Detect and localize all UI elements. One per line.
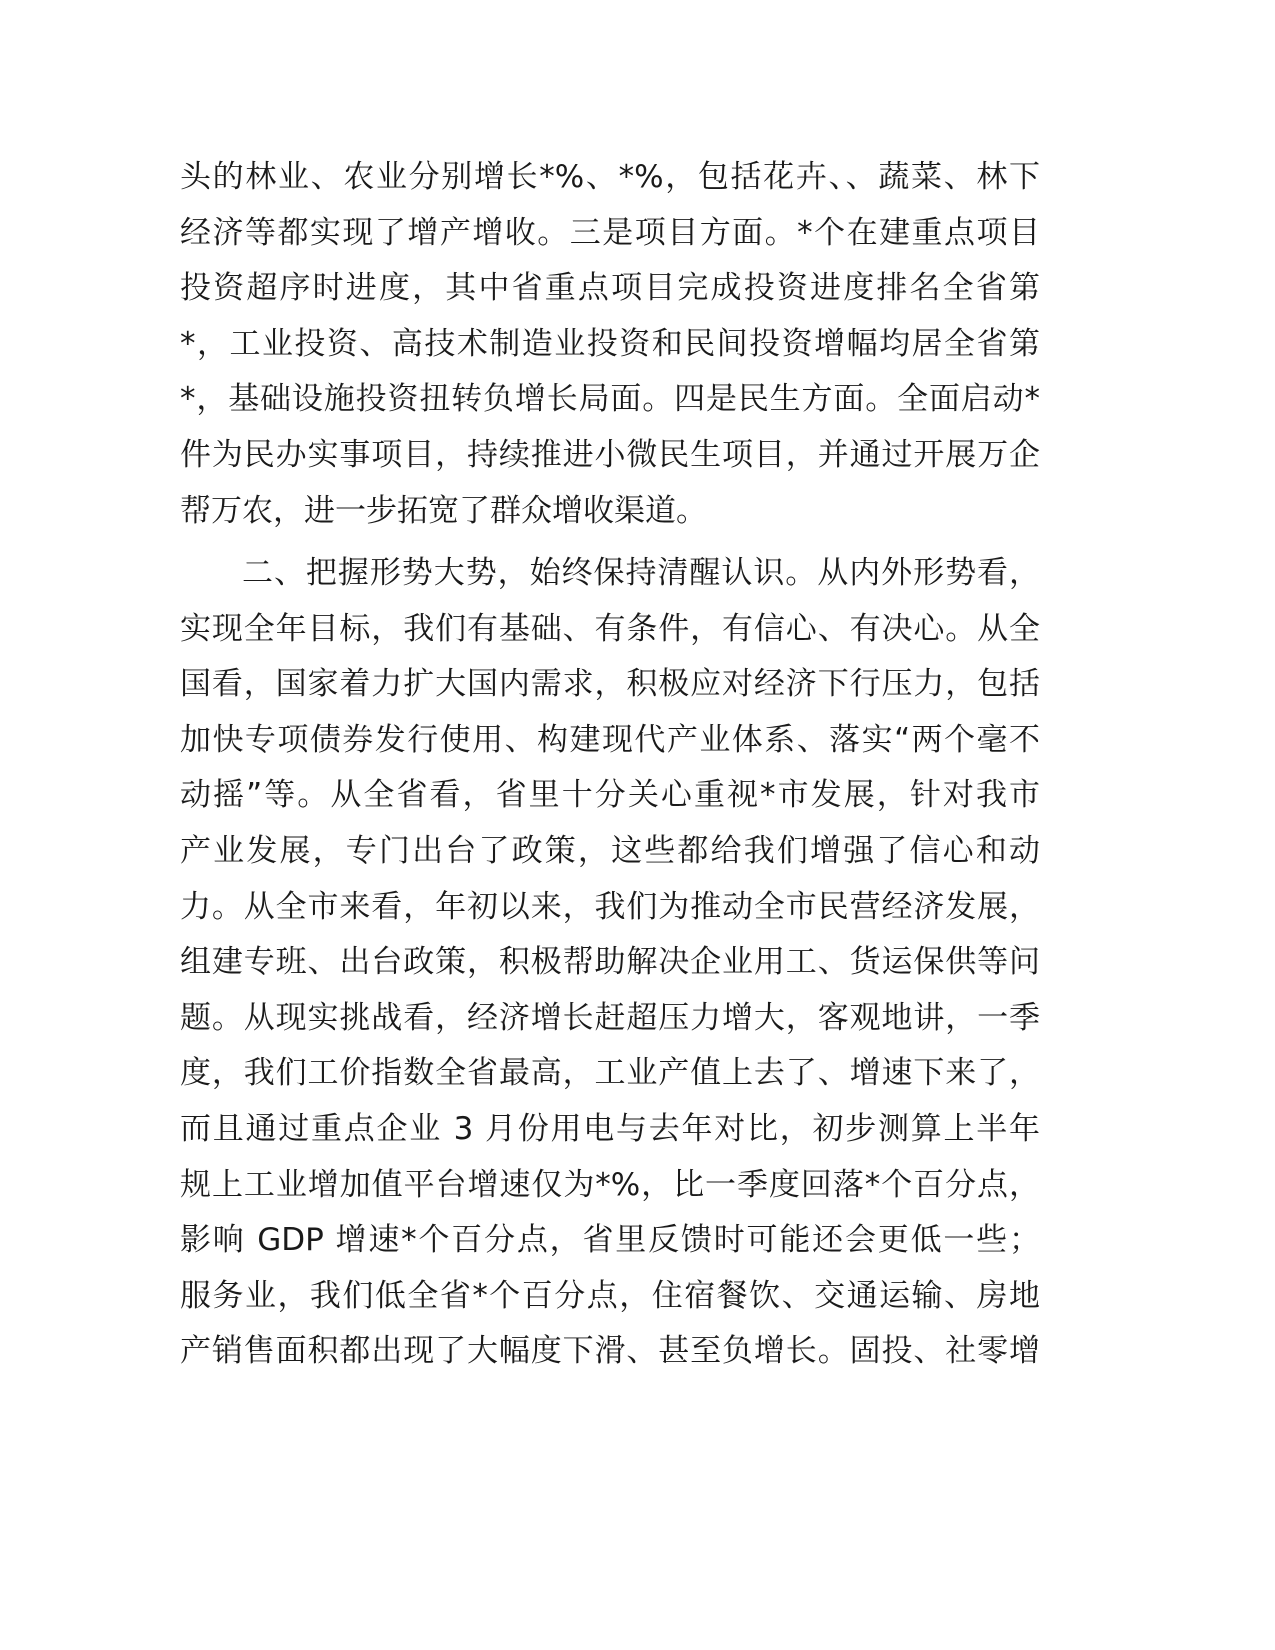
text-line: 件为民办实事项目，持续推进小微民生项目，并通过开展万企	[180, 436, 1040, 473]
text-line: *，工业投资、高技术制造业投资和民间投资增幅均居全省第	[180, 325, 1040, 362]
text-line: 实现全年目标，我们有基础、有条件，有信心、有决心。从全	[180, 610, 1040, 647]
text-line: 投资超序时进度，其中省重点项目完成投资进度排名全省第	[180, 270, 1040, 307]
text-line: 经济等都实现了增产增收。三是项目方面。*个在建重点项目	[180, 214, 1040, 251]
paragraph-section-two	[180, 546, 1040, 1380]
text-line: 力。从全市来看，年初以来，我们为推动全市民营经济发展，	[180, 888, 1040, 925]
text-line: 产业发展，专门出台了政策，这些都给我们增强了信心和动	[180, 832, 1040, 869]
text-line: 题。从现实挑战看，经济增长赶超压力增大，客观地讲，一季	[180, 999, 1040, 1036]
text-line: 度，我们工价指数全省最高，工业产值上去了、增速下来了，	[180, 1055, 1040, 1092]
paragraph-continued	[180, 150, 1040, 539]
text-line: 规上工业增加值平台增速仅为*%，比一季度回落*个百分点，	[180, 1166, 1040, 1203]
text-line: 产销售面积都出现了大幅度下滑、甚至负增长。固投、社零增	[180, 1333, 1040, 1370]
text-line: 头的林业、农业分别增长*%、*%，包括花卉、、蔬菜、林下	[180, 159, 1040, 195]
text-line: 动摇”等。从全省看，省里十分关心重视*市发展，针对我市	[180, 777, 1040, 814]
text-line: *，基础设施投资扭转负增长局面。四是民生方面。全面启动*	[180, 381, 1040, 418]
text-line: 服务业，我们低全省*个百分点，住宿餐饮、交通运输、房地	[180, 1277, 1040, 1314]
text-line: 而且通过重点企业 3 月份用电与去年对比，初步测算上半年	[180, 1110, 1040, 1147]
text-line: 加快专项债券发行使用、构建现代产业体系、落实“两个毫不	[180, 721, 1040, 758]
text-line: 国看，国家着力扩大国内需求，积极应对经济下行压力，包括	[180, 666, 1040, 703]
text-line: 影响 GDP 增速*个百分点，省里反馈时可能还会更低一些；	[180, 1222, 1040, 1259]
text-line: 组建专班、出台政策，积极帮助解决企业用工、货运保供等问	[180, 944, 1040, 981]
text-line: 帮万农，进一步拓宽了群众增收渠道。	[180, 492, 707, 529]
section-heading-line: 二、把握形势大势，始终保持清醒认识。从内外形势看，	[242, 555, 1040, 591]
